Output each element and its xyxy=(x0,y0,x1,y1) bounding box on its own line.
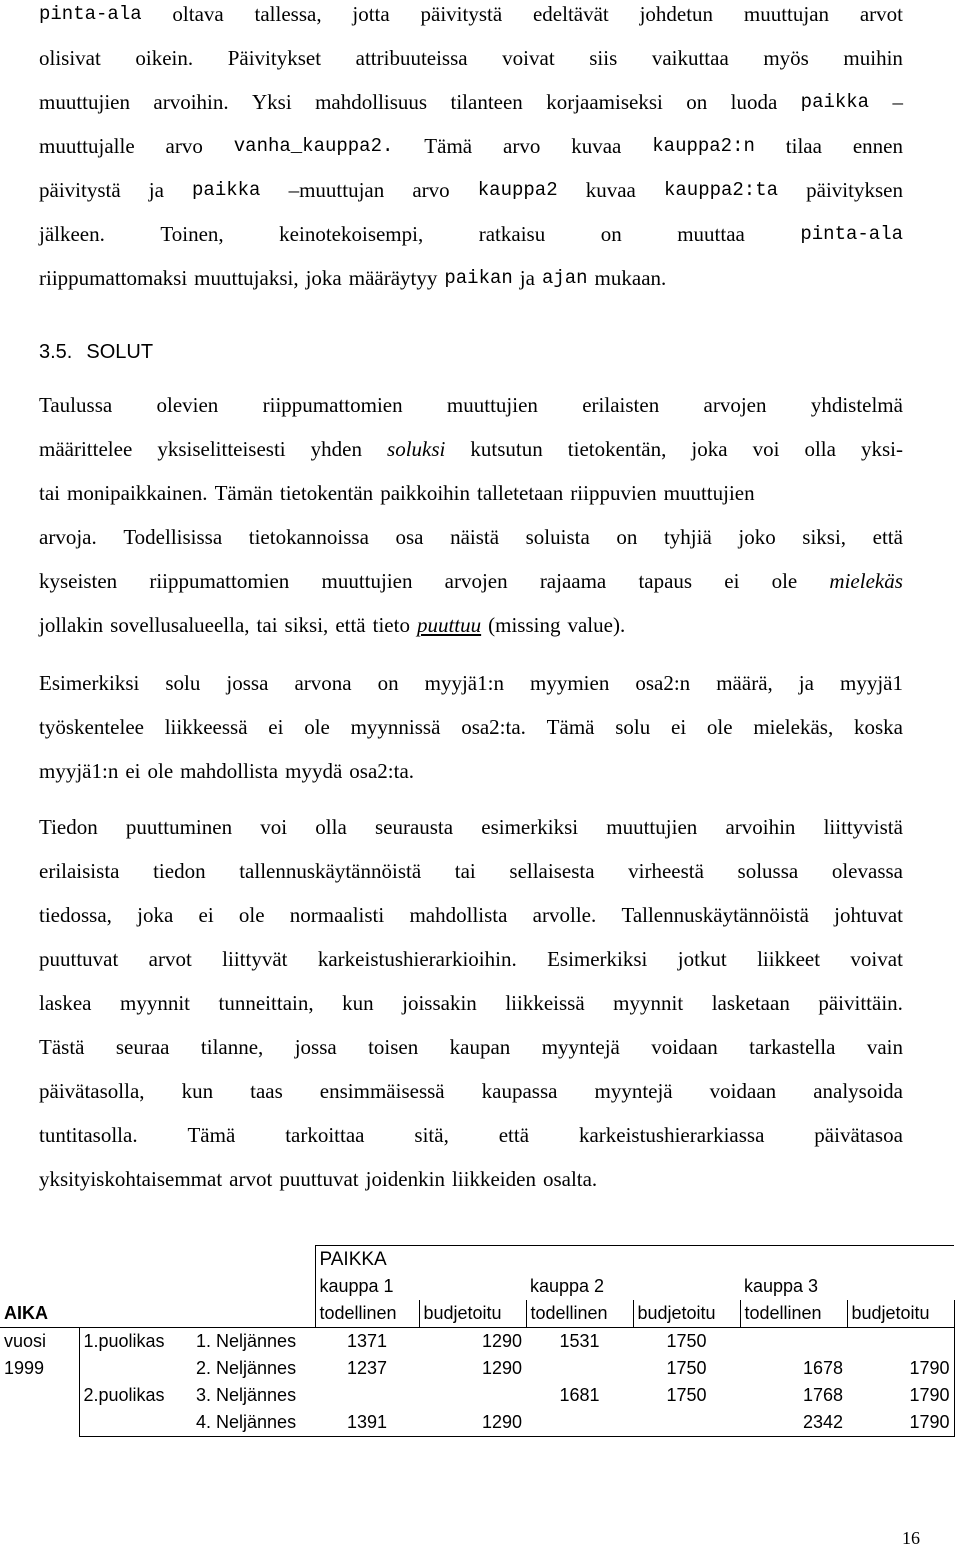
text-line: laskea myynnit tunneittain, kun joissakin liikkeissä myynnit lasketaan päivittäin. xyxy=(39,991,903,1015)
store-header: kauppa 3 xyxy=(744,1276,819,1296)
table-cell xyxy=(847,1328,954,1356)
text-line: Tiedon puuttuminen voi olla seurausta esimerkiksi muuttujien arvoihin liittyvistä xyxy=(39,815,903,839)
half-year-label: 1.puolikas xyxy=(79,1328,192,1356)
table-cell: 1371 xyxy=(315,1328,419,1356)
text-line: erilaisista tiedon tallennuskäytännöistä tai sellaisesta virheestä solussa olevassa xyxy=(39,859,903,883)
text-line: yksityiskohtaisemmat arvot puuttuvat joidenkin liikkeiden osalta. xyxy=(39,1167,598,1191)
place-header: PAIKKA xyxy=(315,1246,419,1274)
table-row xyxy=(0,1246,954,1274)
table-cell: 1290 xyxy=(419,1409,526,1437)
text-line: puuttuvat arvot liittyvät karkeistushierarkioihin. Esimerkiksi jotkut liikkeet voivat xyxy=(39,947,903,971)
table-cell xyxy=(633,1409,740,1437)
text-line: muuttujalle arvo vanha_kauppa2. Tämä arvo kuvaa kauppa2:n tilaa ennen xyxy=(39,134,903,158)
text-line: kyseisten riippumattomien muuttujien arvojen rajaama tapaus ei ole mielekäs xyxy=(39,569,903,593)
table-cell: 1678 xyxy=(802,1358,843,1378)
measure-header: budjetoitu xyxy=(633,1300,740,1328)
table-cell xyxy=(526,1355,633,1382)
paragraph-missing-data xyxy=(39,805,903,1201)
table-cell: 2342 xyxy=(740,1409,847,1437)
text-line: Esimerkiksi solu jossa arvona on myyjä1:n myymien osa2:n määrä, ja myyjä1 xyxy=(39,671,903,695)
table-row xyxy=(0,1328,954,1356)
time-header: AIKA xyxy=(4,1303,48,1323)
text-line: Tästä seuraa tilanne, jossa toisen kaupan myyntejä voidaan tarkastella vain xyxy=(39,1035,903,1059)
table-cell xyxy=(526,1409,633,1437)
measure-header: budjetoitu xyxy=(847,1300,954,1328)
table-cell: 1768 xyxy=(802,1385,843,1405)
measure-header: todellinen xyxy=(740,1300,847,1328)
table-cell: 1790 xyxy=(847,1409,954,1437)
table-cell xyxy=(740,1328,847,1356)
text-line: jollakin sovellusalueella, tai siksi, että tieto puuttuu (missing value). xyxy=(39,613,626,637)
table-cell: 1790 xyxy=(847,1355,954,1382)
table-cell xyxy=(315,1382,419,1409)
page-number: 16 xyxy=(902,1528,920,1548)
text-line: tiedossa, joka ei ole normaalisti mahdollista arvolle. Tallennuskäytännöistä johtuvat xyxy=(39,903,903,927)
half-year-label xyxy=(79,1409,192,1437)
sales-table xyxy=(0,1245,955,1437)
year-label: vuosi xyxy=(0,1328,79,1356)
table-cell: 1681 xyxy=(559,1385,600,1405)
text-line: riippumattomaksi muuttujaksi, joka määräytyy paikan ja ajan mukaan. xyxy=(39,266,667,290)
table-cell: 1237 xyxy=(346,1358,388,1378)
text-line: Taulussa olevien riippumattomien muuttujien erilaisten arvojen yhdistelmä xyxy=(39,393,903,417)
text-line: pinta-ala oltava tallessa, jotta päivitystä edeltävät johdetun muuttujan arvot xyxy=(39,2,903,26)
text-line: työskentelee liikkeessä ei ole myynnissä osa2:ta. Tämä solu ei ole mielekäs, koska xyxy=(39,715,903,739)
table-row xyxy=(0,1300,954,1328)
table-row xyxy=(0,1355,954,1382)
table-cell: 1531 xyxy=(526,1328,633,1356)
half-year-label: 2.puolikas xyxy=(79,1382,192,1409)
text-line: jälkeen. Toinen, keinotekoisempi, ratkaisu on muuttaa pinta-ala xyxy=(39,222,903,246)
text-line: myyjä1:n ei ole mahdollista myydä osa2:ta. xyxy=(39,759,415,783)
quarter-label: 3. Neljännes xyxy=(196,1385,297,1405)
paragraph-solut xyxy=(39,383,903,647)
quarter-label: 4. Neljännes xyxy=(192,1409,315,1437)
section-title: SOLUT xyxy=(86,341,154,363)
table-row xyxy=(0,1382,954,1409)
text-line: päivitystä ja paikka –muuttujan arvo kauppa2 kuvaa kauppa2:ta päivityksen xyxy=(39,178,903,202)
text-line: tai monipaikkainen. Tämän tietokentän paikkoihin talletetaan riippuvien muuttujien xyxy=(39,481,755,505)
table-row xyxy=(0,1409,954,1437)
quarter-label: 2. Neljännes xyxy=(196,1358,297,1378)
store-header: kauppa 2 xyxy=(530,1276,605,1296)
table-cell: 1290 xyxy=(481,1358,522,1378)
table-cell: 1750 xyxy=(666,1385,707,1405)
table-cell: 1290 xyxy=(419,1328,526,1356)
table-row xyxy=(0,1273,954,1300)
quarter-label: 1. Neljännes xyxy=(192,1328,315,1356)
table-cell: 1391 xyxy=(315,1409,419,1437)
text-line: tuntitasolla. Tämä tarkoittaa sitä, että karkeistushierarkiassa päivätasoa xyxy=(39,1123,903,1147)
store-header: kauppa 1 xyxy=(315,1273,419,1300)
text-line: päivätasolla, kun taas ensimmäisessä kaupassa myyntejä voidaan analysoida xyxy=(39,1079,903,1103)
text-line: muuttujien arvoihin. Yksi mahdollisuus tilanteen korjaamiseksi on luoda paikka – xyxy=(39,90,903,114)
year-label: 1999 xyxy=(4,1358,45,1378)
section-number: 3.5. xyxy=(39,341,73,363)
measure-header: todellinen xyxy=(526,1300,633,1328)
table-cell xyxy=(419,1382,526,1409)
text-line: määrittelee yksiselitteisesti yhden soluksi kutsutun tietokentän, joka voi olla yksi- xyxy=(39,437,903,461)
paragraph-update xyxy=(39,0,903,300)
text-line: arvoja. Todellisissa tietokannoissa osa näistä soluista on tyhjiä joko siksi, että xyxy=(39,525,903,549)
text-line: olisivat oikein. Päivitykset attribuuteissa voivat siis vaikuttaa myös muihin xyxy=(39,46,903,70)
paragraph-example xyxy=(39,661,903,793)
measure-header: todellinen xyxy=(315,1300,419,1328)
half-year-label xyxy=(79,1355,192,1382)
table-cell: 1750 xyxy=(666,1358,707,1378)
table-cell: 1790 xyxy=(847,1382,954,1409)
section-heading xyxy=(39,341,167,364)
measure-header: budjetoitu xyxy=(419,1300,526,1328)
table-cell: 1750 xyxy=(633,1328,740,1356)
